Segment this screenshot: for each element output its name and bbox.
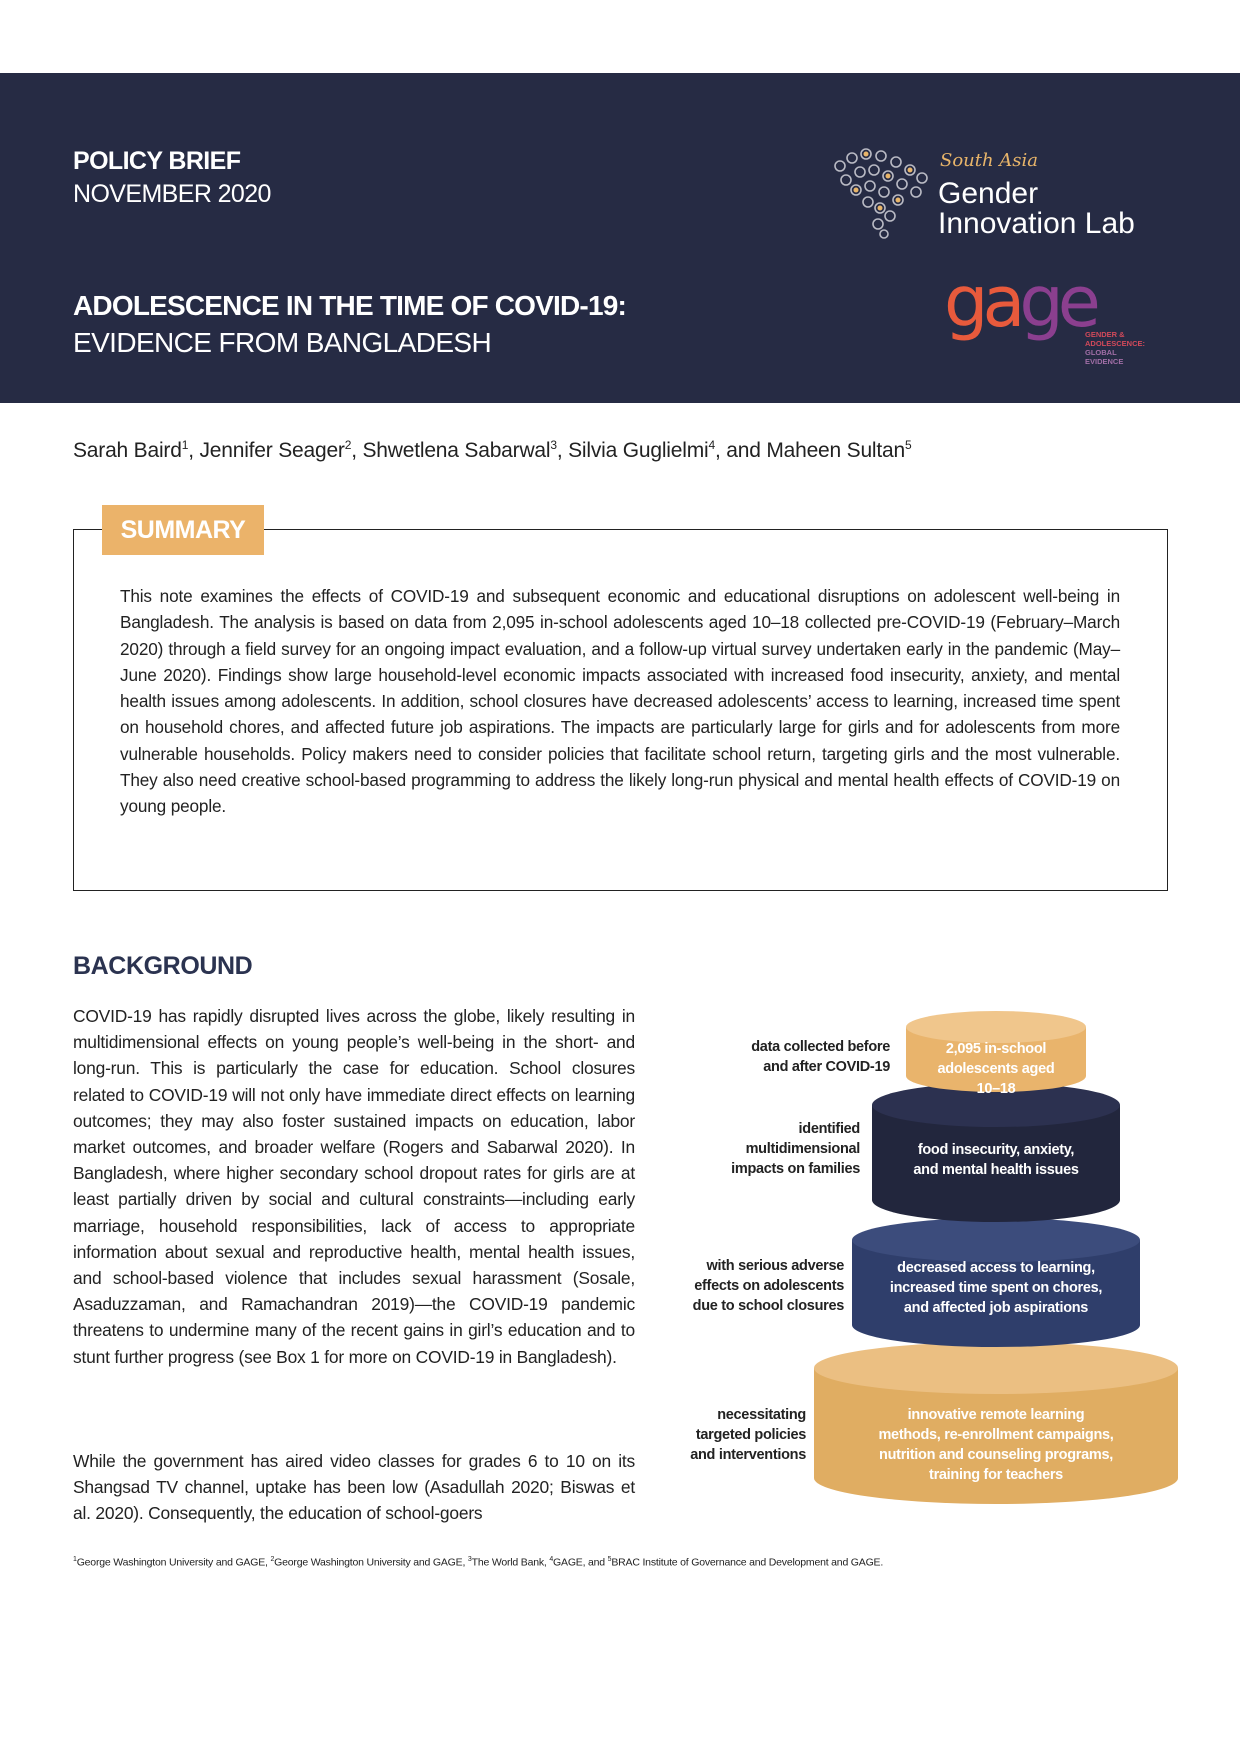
author-name: Jennifer Seager bbox=[199, 439, 345, 462]
background-paragraph-1: COVID-19 has rapidly disrupted lives across the globe, likely resulting in multidimensional effects on young people’s well-being in the short- and long-run. This is particularly the case for education. School closures related to COVID-19 will not only have immediate direct effects on learning outcomes; they may also foster sustained impacts on education, labor market outcomes, and broader welfare (Rogers and Sabarwal 2020). In Bangladesh, where higher secondary school dropout rates for girls are at least partially driven by social and cultural constraints—including early marriage, household responsibilities, lack of access to appropriate information about sexual and reproductive health, mental health issues, and school-based violence that includes sexual harassment (Sosale, Asaduzzaman, and Ramachandran 2019)—the COVID-19 pandemic threatens to undermine many of the recent gains in girl’s education and to stunt further progress (see Box 1 for more on COVID-19 in Bangladesh). bbox=[73, 1006, 635, 1367]
author-name: Silvia Guglielmi bbox=[568, 439, 709, 462]
tier-label-line: food insecurity, anxiety, bbox=[917, 1142, 1075, 1158]
side-label-line: and after COVID-19 bbox=[763, 1059, 890, 1075]
tier-label-line: adolescents aged bbox=[937, 1061, 1055, 1077]
tier-label-line: innovative remote learning bbox=[907, 1407, 1085, 1423]
gage-wordmark: gage bbox=[944, 276, 1095, 343]
author-sup: 2 bbox=[344, 438, 352, 452]
tier-label-line: increased time spent on chores, bbox=[889, 1280, 1103, 1296]
tier-3-label bbox=[852, 1258, 1140, 1318]
gil-name-line2: Innovation Lab bbox=[938, 207, 1135, 240]
gil-region: South Asia bbox=[940, 150, 1039, 171]
footnote-sup: 5 bbox=[607, 1556, 612, 1563]
side-label-line: multidimensional bbox=[745, 1141, 860, 1157]
brief-date: NOVEMBER 2020 bbox=[73, 180, 271, 208]
footnote-text: George Washington University and GAGE, bbox=[76, 1556, 271, 1569]
side-label-line: targeted policies bbox=[695, 1427, 806, 1443]
footnote-text: George Washington University and GAGE, bbox=[274, 1556, 468, 1569]
gil-name-line1: Gender bbox=[938, 177, 1039, 210]
side-label-line: effects on adolescents bbox=[694, 1278, 844, 1294]
tier-2-side-label bbox=[620, 1119, 860, 1179]
tier-label-line: decreased access to learning, bbox=[897, 1260, 1095, 1276]
footnote-text: BRAC Institute of Governance and Development and GAGE. bbox=[611, 1556, 884, 1569]
author-sep: , bbox=[556, 439, 569, 462]
tier-label-line: nutrition and counseling programs, bbox=[879, 1447, 1113, 1463]
footnote-text: The World Bank, bbox=[471, 1556, 550, 1569]
author-name: Shwetlena Sabarwal bbox=[362, 439, 551, 462]
tier-label-line: 10–18 bbox=[976, 1081, 1016, 1097]
page-title: ADOLESCENCE IN THE TIME OF COVID-19: bbox=[73, 290, 627, 321]
page-subtitle: EVIDENCE FROM BANGLADESH bbox=[73, 327, 492, 358]
summary-heading: SUMMARY bbox=[102, 505, 264, 555]
author-sep: , bbox=[188, 439, 200, 462]
footnote-sup: 2 bbox=[270, 1556, 275, 1563]
gage-tagline bbox=[1085, 330, 1175, 366]
gage-tagline-line: GENDER & bbox=[1085, 330, 1125, 339]
tier-4-top bbox=[814, 1342, 1178, 1394]
side-label-line: and interventions bbox=[690, 1447, 806, 1463]
gender-innovation-lab-logo-icon bbox=[826, 144, 936, 242]
gage-tagline-line: ADOLESCENCE: bbox=[1085, 339, 1146, 348]
side-label-line: identified bbox=[798, 1121, 860, 1137]
gage-tagline-line: GLOBAL bbox=[1085, 348, 1117, 357]
footnote-sup: 1 bbox=[73, 1556, 77, 1563]
side-label-line: data collected before bbox=[751, 1039, 890, 1055]
tier-label-line: 2,095 in-school bbox=[945, 1041, 1047, 1057]
footnote-sup: 4 bbox=[549, 1556, 554, 1563]
side-label-line: with serious adverse bbox=[706, 1258, 844, 1274]
brief-type: POLICY BRIEF bbox=[73, 147, 241, 175]
tier-label-line: and mental health issues bbox=[913, 1162, 1079, 1178]
tier-2-label bbox=[872, 1140, 1120, 1180]
author-sep: , bbox=[351, 439, 363, 462]
tier-1-side-label bbox=[640, 1037, 890, 1077]
background-heading: BACKGROUND bbox=[73, 952, 253, 980]
background-paragraph-2: While the government has aired video classes for grades 6 to 10 on its Shangsad TV channel, uptake has been low (Asadullah 2020; Biswas et al. 2020). Consequently, the education of school-goers bbox=[73, 1451, 635, 1524]
footnote-text: GAGE, and bbox=[553, 1556, 608, 1569]
tier-4-side-label bbox=[580, 1405, 806, 1465]
author-sup: 1 bbox=[181, 438, 189, 452]
side-label-line: impacts on families bbox=[731, 1161, 860, 1177]
tier-3-top bbox=[852, 1218, 1140, 1262]
affiliations-footnote bbox=[73, 1556, 883, 1569]
tier-3-side-label bbox=[600, 1256, 844, 1316]
tier-label-line: and affected job aspirations bbox=[903, 1300, 1089, 1316]
gage-tagline-line: EVIDENCE bbox=[1085, 357, 1124, 366]
side-label-line: necessitating bbox=[717, 1407, 806, 1423]
author-sup: 3 bbox=[550, 438, 557, 452]
author-sep: , and bbox=[714, 439, 767, 462]
author-list bbox=[73, 438, 911, 463]
tier-label-line: training for teachers bbox=[929, 1467, 1063, 1483]
author-name: Sarah Baird bbox=[73, 439, 182, 462]
author-name: Maheen Sultan bbox=[766, 439, 905, 462]
author-sup: 5 bbox=[904, 438, 912, 452]
author-sup: 4 bbox=[708, 438, 715, 452]
summary-text: This note examines the effects of COVID-19 and subsequent economic and educational disruptions on adolescent well-being in Bangladesh. The analysis is based on data from 2,095 in-school adolescents aged 10–18 collected pre-COVID-19 (February–March 2020) through a field survey for an ongoing impact evaluation, and a follow-up virtual survey undertaken early in the pandemic (May–June 2020). Findings show large household-level economic impacts associated with increased food insecurity, anxiety, and mental health issues among adolescents. In addition, school closures have decreased adolescents’ access to learning, increased time spent on household chores, and affected future job aspirations. The impacts are particularly large for girls and for adolescents from more vulnerable households. Policy makers need to consider policies that facilitate school return, targeting girls and the most vulnerable. They also need creative school-based programming to address the likely long-run physical and mental health effects of COVID-19 on young people. bbox=[120, 586, 1120, 817]
side-label-line: due to school closures bbox=[692, 1298, 844, 1314]
footnote-sup: 3 bbox=[467, 1556, 472, 1563]
tier-4-label bbox=[826, 1405, 1166, 1485]
tier-1-label bbox=[906, 1039, 1086, 1099]
tier-label-line: methods, re-enrollment campaigns, bbox=[878, 1427, 1114, 1443]
